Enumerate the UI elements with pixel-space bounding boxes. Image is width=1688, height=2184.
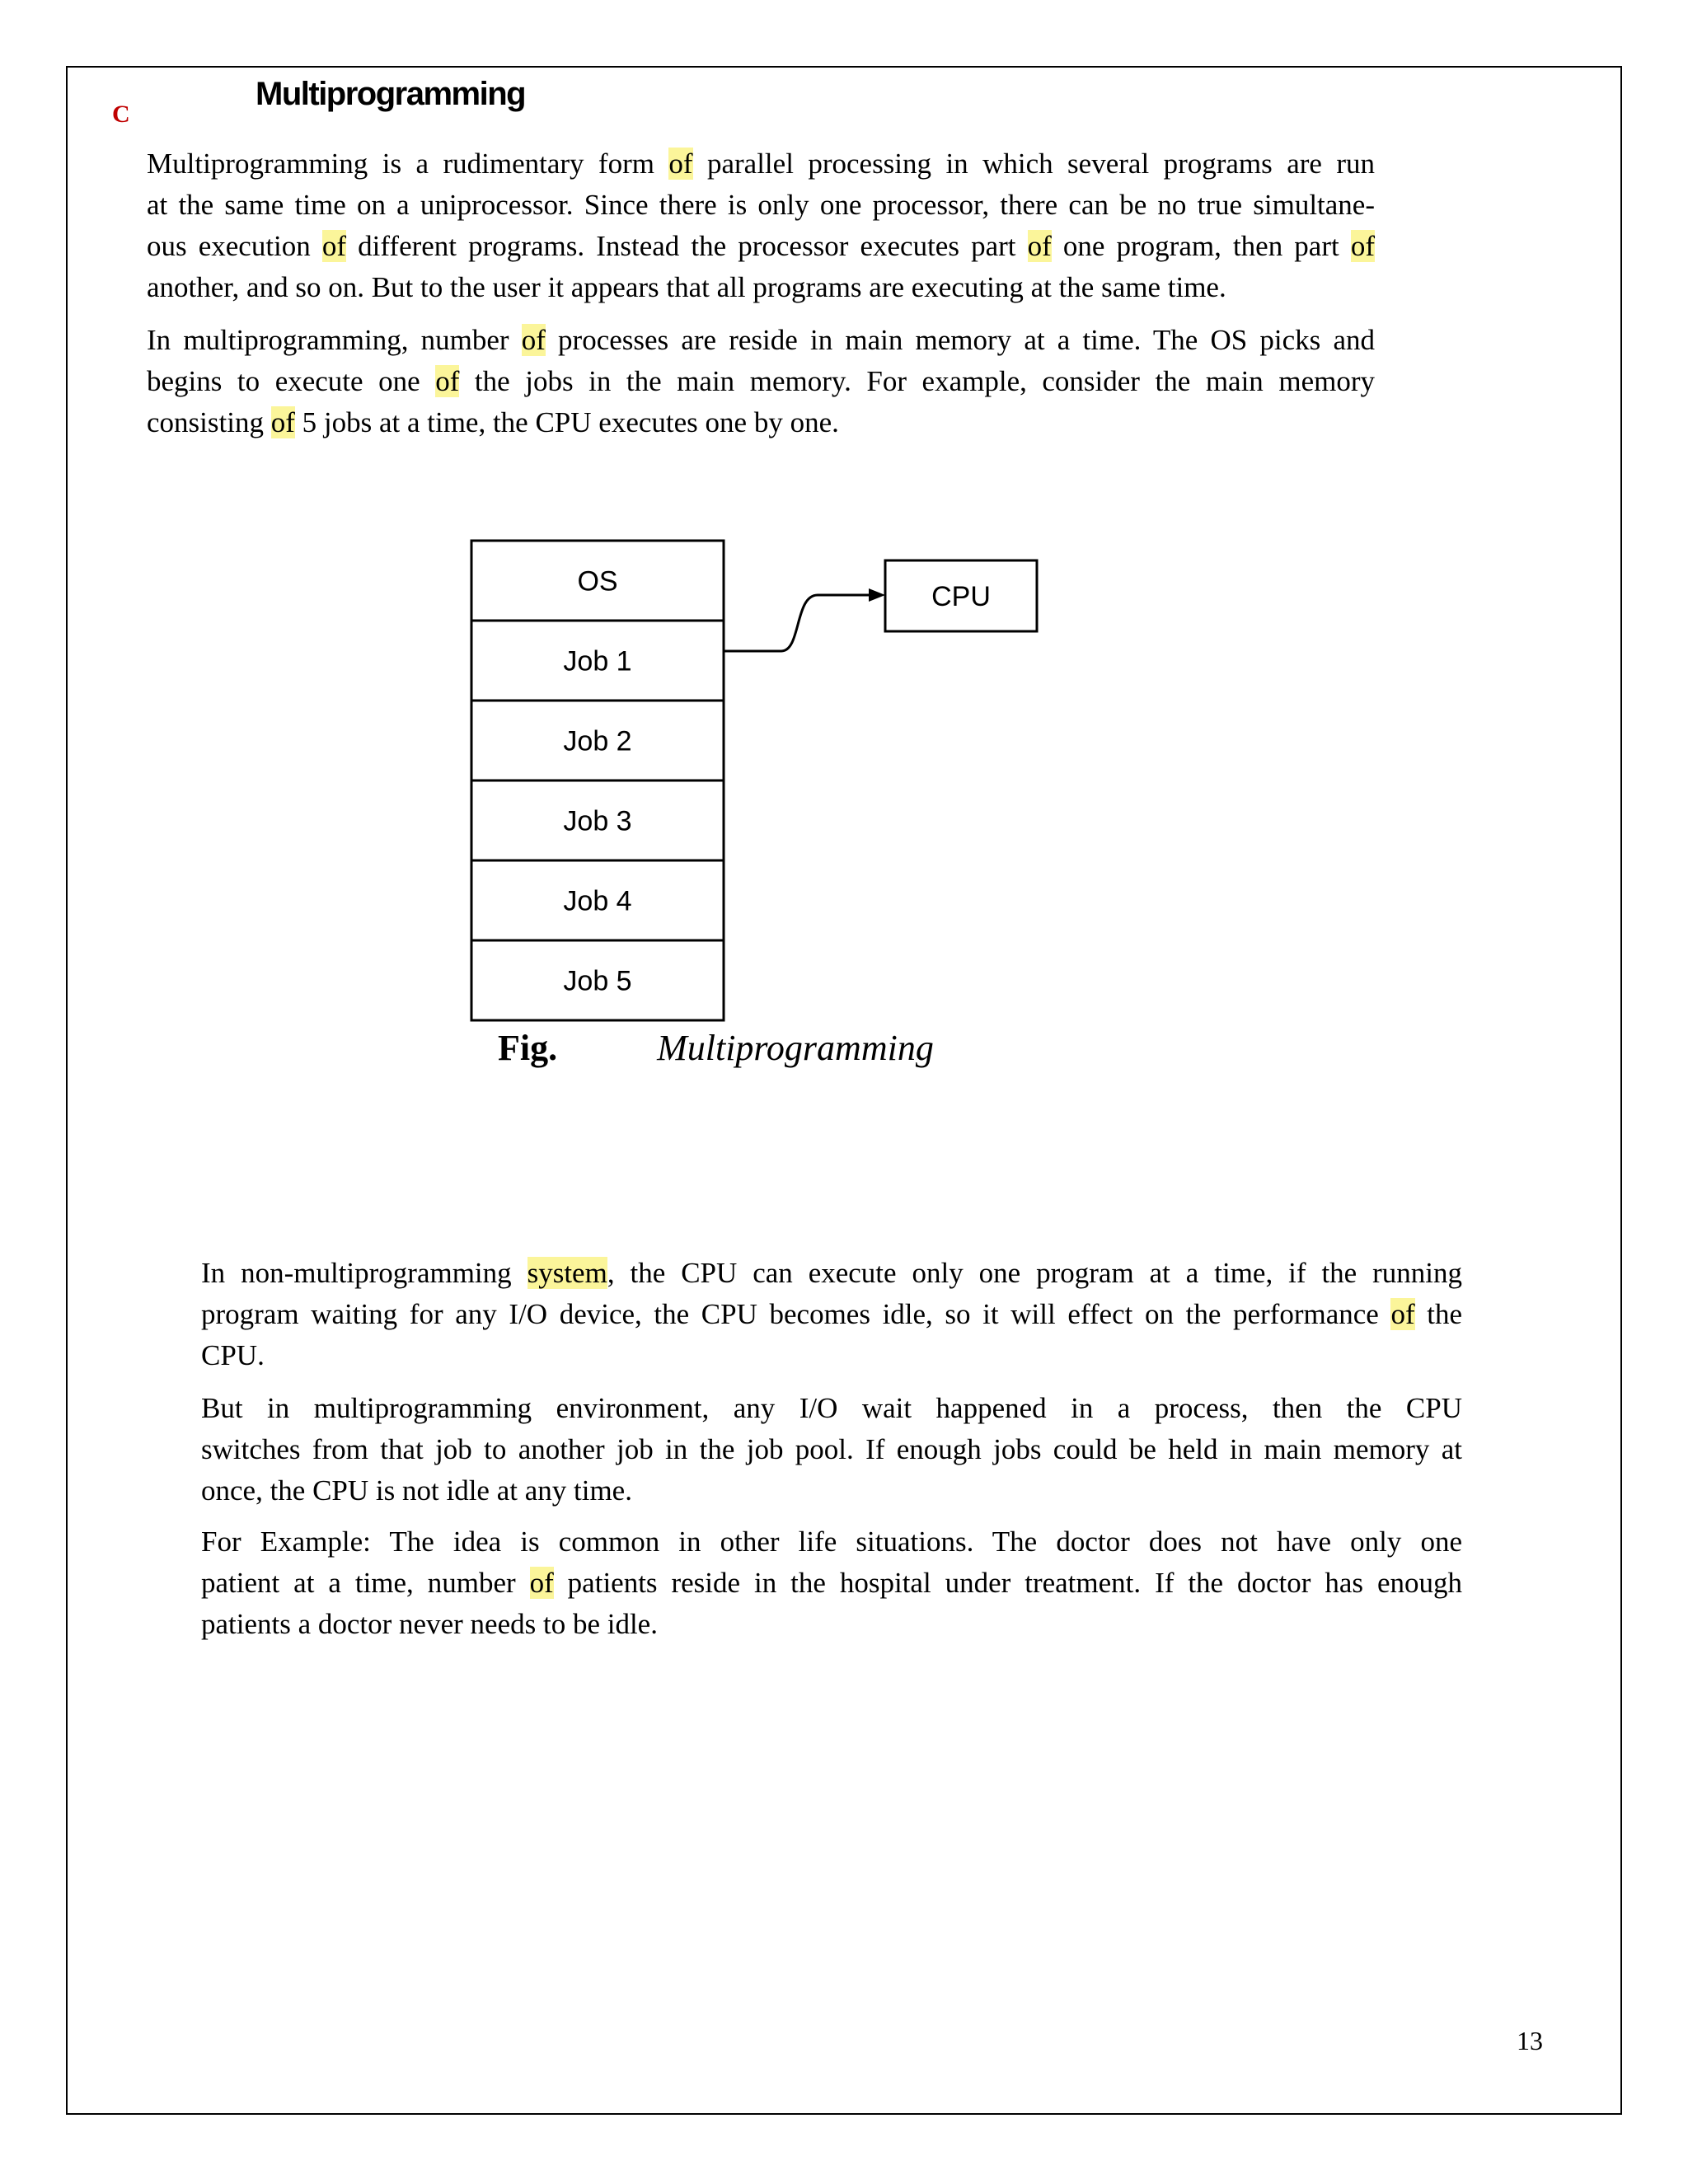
margin-mark: C bbox=[112, 101, 130, 128]
text-run: , the CPU can execute only one program at a time, if the running bbox=[607, 1257, 1463, 1289]
text-run: Multiprogramming is a rudimentary form bbox=[147, 148, 669, 180]
memory-diagram bbox=[462, 534, 1055, 1029]
text-run: consisting bbox=[147, 406, 271, 438]
text-run: For Example: The idea is common in other life situations. The doctor does not have only one bbox=[201, 1526, 1462, 1558]
text-run: once, the CPU is not idle at any time. bbox=[201, 1474, 632, 1507]
text-run: another, and so on. But to the user it appears that all programs are executing at the same time. bbox=[147, 271, 1226, 303]
text-run: patients a doctor never needs to be idle. bbox=[201, 1608, 658, 1640]
memory-block-label: Job 5 bbox=[563, 965, 632, 997]
memory-block-label: Job 2 bbox=[563, 725, 632, 757]
paragraph-io-wait bbox=[201, 1388, 1462, 1511]
text-run: ous execution bbox=[147, 230, 322, 262]
text-line bbox=[147, 402, 1375, 443]
highlighted-word: of bbox=[521, 324, 546, 356]
cpu-label: CPU bbox=[931, 581, 991, 612]
memory-block-label: Job 1 bbox=[563, 645, 632, 677]
text-run: In multiprogramming, number bbox=[147, 324, 522, 356]
paragraph-definition bbox=[147, 143, 1375, 308]
cpu-box bbox=[885, 560, 1037, 631]
text-line bbox=[201, 1388, 1462, 1429]
text-run: begins to execute one bbox=[147, 365, 436, 397]
text-line bbox=[147, 320, 1375, 361]
text-run: patient at a time, number bbox=[201, 1567, 530, 1599]
text-line bbox=[147, 361, 1375, 402]
text-run: the bbox=[1414, 1298, 1462, 1330]
text-line bbox=[147, 185, 1375, 226]
highlighted-word: of bbox=[321, 230, 347, 262]
text-run: parallel processing in which several programs are run bbox=[692, 148, 1376, 180]
multiprogramming-figure bbox=[462, 534, 1055, 1094]
paragraph-main-memory bbox=[147, 320, 1375, 443]
figure-title: Multiprogramming bbox=[657, 1028, 934, 1068]
text-line bbox=[201, 1335, 1462, 1376]
arrow-head bbox=[869, 588, 885, 602]
text-line bbox=[201, 1253, 1462, 1294]
figure-caption bbox=[498, 1027, 934, 1069]
text-run: at the same time on a uniprocessor. Since there is only one processor, there can be no true simultane- bbox=[147, 189, 1375, 221]
text-line bbox=[201, 1294, 1462, 1335]
highlighted-word: system bbox=[527, 1257, 607, 1289]
highlighted-word: of bbox=[1390, 1298, 1415, 1330]
text-run: In non-multiprogramming bbox=[201, 1257, 528, 1289]
text-line bbox=[201, 1521, 1462, 1563]
highlighted-word: of bbox=[435, 365, 460, 397]
text-line bbox=[147, 226, 1375, 267]
text-run: But in multiprogramming environment, any I/O wait happened in a process, then the CPU bbox=[201, 1392, 1462, 1424]
text-run: one program, then part bbox=[1051, 230, 1351, 262]
text-run: program waiting for any I/O device, the CPU becomes idle, so it will effect on the performance bbox=[201, 1298, 1391, 1330]
section-heading: Multiprogramming bbox=[256, 76, 526, 112]
text-run: the jobs in the main memory. For example, consider the main memory bbox=[459, 365, 1375, 397]
job1-to-cpu-arrow bbox=[724, 595, 874, 651]
memory-block-label: Job 4 bbox=[563, 885, 632, 917]
paragraph-doctor-example bbox=[201, 1521, 1462, 1645]
text-line bbox=[147, 143, 1375, 185]
highlighted-word: of bbox=[1350, 230, 1375, 262]
highlighted-word: of bbox=[668, 148, 693, 180]
highlighted-word: of bbox=[529, 1567, 554, 1599]
memory-stack bbox=[471, 541, 724, 1020]
text-line bbox=[201, 1563, 1462, 1604]
highlighted-word: of bbox=[1027, 230, 1052, 262]
paragraph-non-multiprogramming bbox=[201, 1253, 1462, 1376]
text-line bbox=[201, 1470, 1462, 1511]
memory-block-label: Job 3 bbox=[563, 805, 632, 837]
text-run: CPU. bbox=[201, 1339, 265, 1371]
page-number: 13 bbox=[1517, 2026, 1543, 2055]
highlighted-word: of bbox=[270, 406, 295, 438]
text-run: 5 jobs at a time, the CPU executes one by one. bbox=[294, 406, 839, 438]
text-line bbox=[201, 1429, 1462, 1470]
text-line bbox=[201, 1604, 1462, 1645]
text-run: patients reside in the hospital under treatment. If the doctor has enough bbox=[553, 1567, 1463, 1599]
text-line bbox=[147, 267, 1375, 308]
figure-label: Fig. bbox=[498, 1028, 558, 1068]
memory-block-label: OS bbox=[577, 565, 618, 598]
text-run: processes are reside in main memory at a time. The OS picks and bbox=[545, 324, 1375, 356]
text-run: switches from that job to another job in the job pool. If enough jobs could be held in main memory at bbox=[201, 1433, 1462, 1465]
text-run: different programs. Instead the processor executes part bbox=[346, 230, 1028, 262]
